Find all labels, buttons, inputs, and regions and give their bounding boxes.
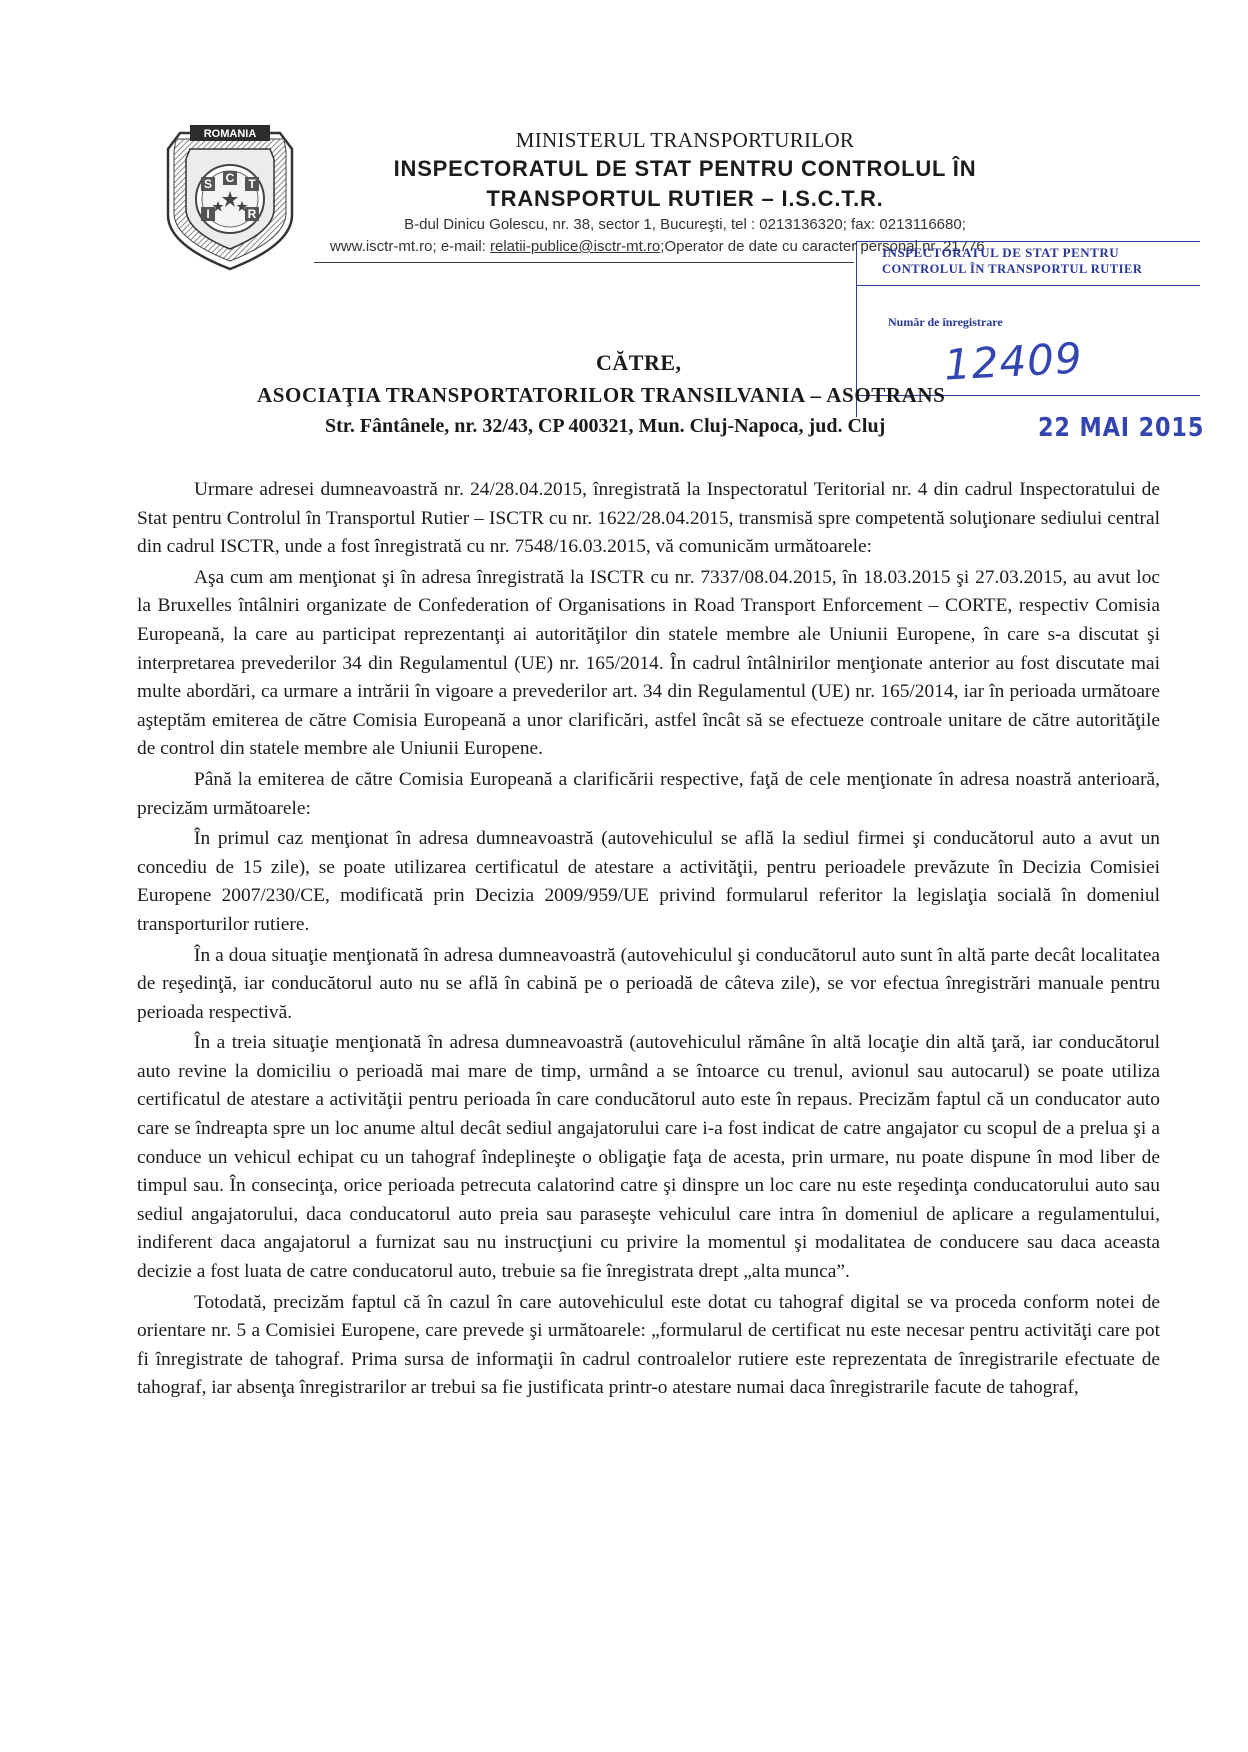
logo-country-text: ROMANIA — [203, 128, 257, 140]
ministry-name: MINISTERUL TRANSPORTURILOR — [515, 128, 855, 152]
body-paragraph: Aşa cum am menţionat şi în adresa înregistrată la ISCTR cu nr. 7337/08.04.2015, în 18.03.2015 şi 27.03.2015, au avut loc la Bruxelles întâlniri organizate de Confederation of Organisations in Road Transport Enforcement – CORTE, respectiv Comisia Europeană, la care au participat reprezentanţi ai autorităţilor din statele membre ale Uniunii Europene, în care s-a discutat şi interpretarea prevederilor 34 din Regulamentul (UE) nr. 165/2014. În cadrul întâlnirilor menţionate anterior au fost discutate mai multe abordări, ca urmare a intrării în vigoare a prevederilor art. 34 din Regulamentul (UE) nr. 165/2014, iar în perioada următoare aşteptăm emiterea de către Comisia Europeană a unor clarificări, astfel încât să se efectueze controale unitare de către autorităţile de control din statele membre ale Uniunii Europene. — [137, 566, 1160, 760]
body-paragraph: În a doua situaţie menţionată în adresa dumneavoastră (autovehiculul şi conducătorul auto sunt în altă parte decât localitatea de reşedinţă, iar conducătorul auto nu se află în cabină pe o perioadă de câteva zile), se vor efectua înregistrări manuale pentru perioada respectivă. — [137, 944, 1160, 1023]
stamp-registration-label: Număr de înregistrare — [888, 315, 1003, 329]
isctr-logo — [160, 123, 300, 273]
stamp-border-top — [856, 241, 1200, 242]
recipient-address: Str. Fântânele, nr. 32/43, CP 400321, Mun. Cluj-Napoca, jud. Cluj — [325, 415, 886, 437]
recipient-organization: ASOCIAŢIA TRANSPORTATORILOR TRANSILVANIA – ASOTRANS — [257, 383, 946, 407]
stamp-registration-number: 12409 — [942, 333, 1084, 390]
body-paragraph: Urmare adresei dumneavoastră nr. 24/28.04.2015, înregistrată la Inspectoratul Teritorial nr. 4 din cadrul Inspectoratului de Stat pentru Controlul în Transportul Rutier – ISCTR cu nr. 1622/28.04.2015, transmisă spre competentă soluţionare sediului central din cadrul ISCTR, unde a fost înregistrată cu nr. 7548/16.03.2015, vă comunicăm următoarele: — [137, 479, 1160, 558]
inspectorate-name-line1: INSPECTORATUL DE STAT PENTRU CONTROLUL ÎN — [393, 156, 977, 181]
stamp-title-line1: INSPECTORATUL DE STAT PENTRU — [882, 245, 1120, 260]
registration-stamp — [856, 241, 1205, 471]
svg-text:C: C — [225, 171, 235, 185]
body-paragraph: În primul caz menţionat în adresa dumneavoastră (autovehiculul se află la sediul firmei şi conducătorul auto a avut un concediu de 15 zile), se poate utilizarea certificatul de atestare a activităţii, pentru perioadele prevăzute în Decizia Comisiei Europene 2007/230/CE, modificată prin Decizia 2009/959/UE privind formularul referitor la legislaţia socială în domeniul transporturilor rutiere. — [137, 828, 1160, 935]
inspectorate-name-line2: TRANSPORTUL RUTIER – I.S.C.T.R. — [486, 186, 884, 211]
contact-website: www.isctr-mt.ro; e-mail: — [330, 238, 491, 255]
svg-text:R: R — [247, 207, 257, 221]
svg-text:I: I — [206, 207, 210, 221]
stamp-divider — [856, 285, 1200, 286]
body-paragraph: Până la emiterea de către Comisia Europeană a clarificării respective, faţă de cele menţionate în adresa noastră anterioară, precizăm următoarele: — [137, 768, 1160, 819]
body-paragraph: Totodată, precizăm faptul că în cazul în care autovehiculul este dotat cu tahograf digital se va proceda conform notei de orientare nr. 5 a Comisiei Europene, care prevede şi următoarele: „formularul de certificat nu este necesar pentru activităţi care pot fi înregistrate de tahograf. Prima sursa de informaţii în cadrul controalelor rutiere este reprezentata de înregistrarile efectuate de tahograf, iar absenţa înregistrarilor ar trebui sa fie justificata printr-o atestare numai daca înregistrarile facute de tahograf, — [137, 1291, 1160, 1399]
contact-operator-info: ;Operator de date cu caracter personal nr. 21776 — [660, 238, 985, 255]
svg-text:S: S — [203, 177, 213, 191]
letter-body — [137, 476, 1160, 1403]
inspectorate-address: B-dul Dinicu Golescu, nr. 38, sector 1, Bucureşti, tel : 0213136320; fax: 0213116680; — [404, 216, 966, 233]
svg-text:T: T — [248, 177, 256, 191]
recipient-to: CĂTRE, — [596, 350, 682, 375]
header-divider — [314, 262, 854, 263]
isctr-shield-icon — [160, 123, 300, 273]
stamp-title-line2: CONTROLUL ÎN TRANSPORTUL RUTIER — [882, 262, 1143, 276]
stamp-date: 22 MAI 2015 — [1038, 413, 1205, 443]
body-paragraph: În a treia situaţie menţionată în adresa dumneavoastră (autovehiculul rămâne în altă locaţie din altă ţară, iar conducătorul auto revine la domiciliu o perioadă mai mare de timp, urmând a se întoarce cu trenul, avionul sau autocarul) se poate utiliza certificatul de atestare a activităţii pentru perioada în care conducătorul auto este în repaus. Precizăm faptul că un conducator auto care se îndreapta spre un loc anume altul decât sediul angajatorului care i-a fost indicat de catre angajator cu scopul de a prelua şi a conduce un vehicul echipat cu un tahograf îndeplineşte o obligaţie faţa de acesta, prin urmare, nu poate dispune în mod liber de timpul sau. În consecinţa, orice perioada petrecuta calatorind catre şi dinspre un loc care nu este reşedinţa conducatorului auto sau sediul angajatorului, daca conducatorul auto preia sau paraseşte vehiculul care intra în domeniul de aplicare a regulamentului, indiferent daca angajatorul a furnizat sau nu instrucţiuni cu privire la momentul şi modalitatea de conducere sau daca aceasta decizie a fost luata de catre conducatorul auto, trebuie sa fie înregistrata drept „alta munca”. — [137, 1032, 1160, 1283]
contact-email-link[interactable]: relatii-publice@isctr-mt.ro — [490, 238, 661, 255]
